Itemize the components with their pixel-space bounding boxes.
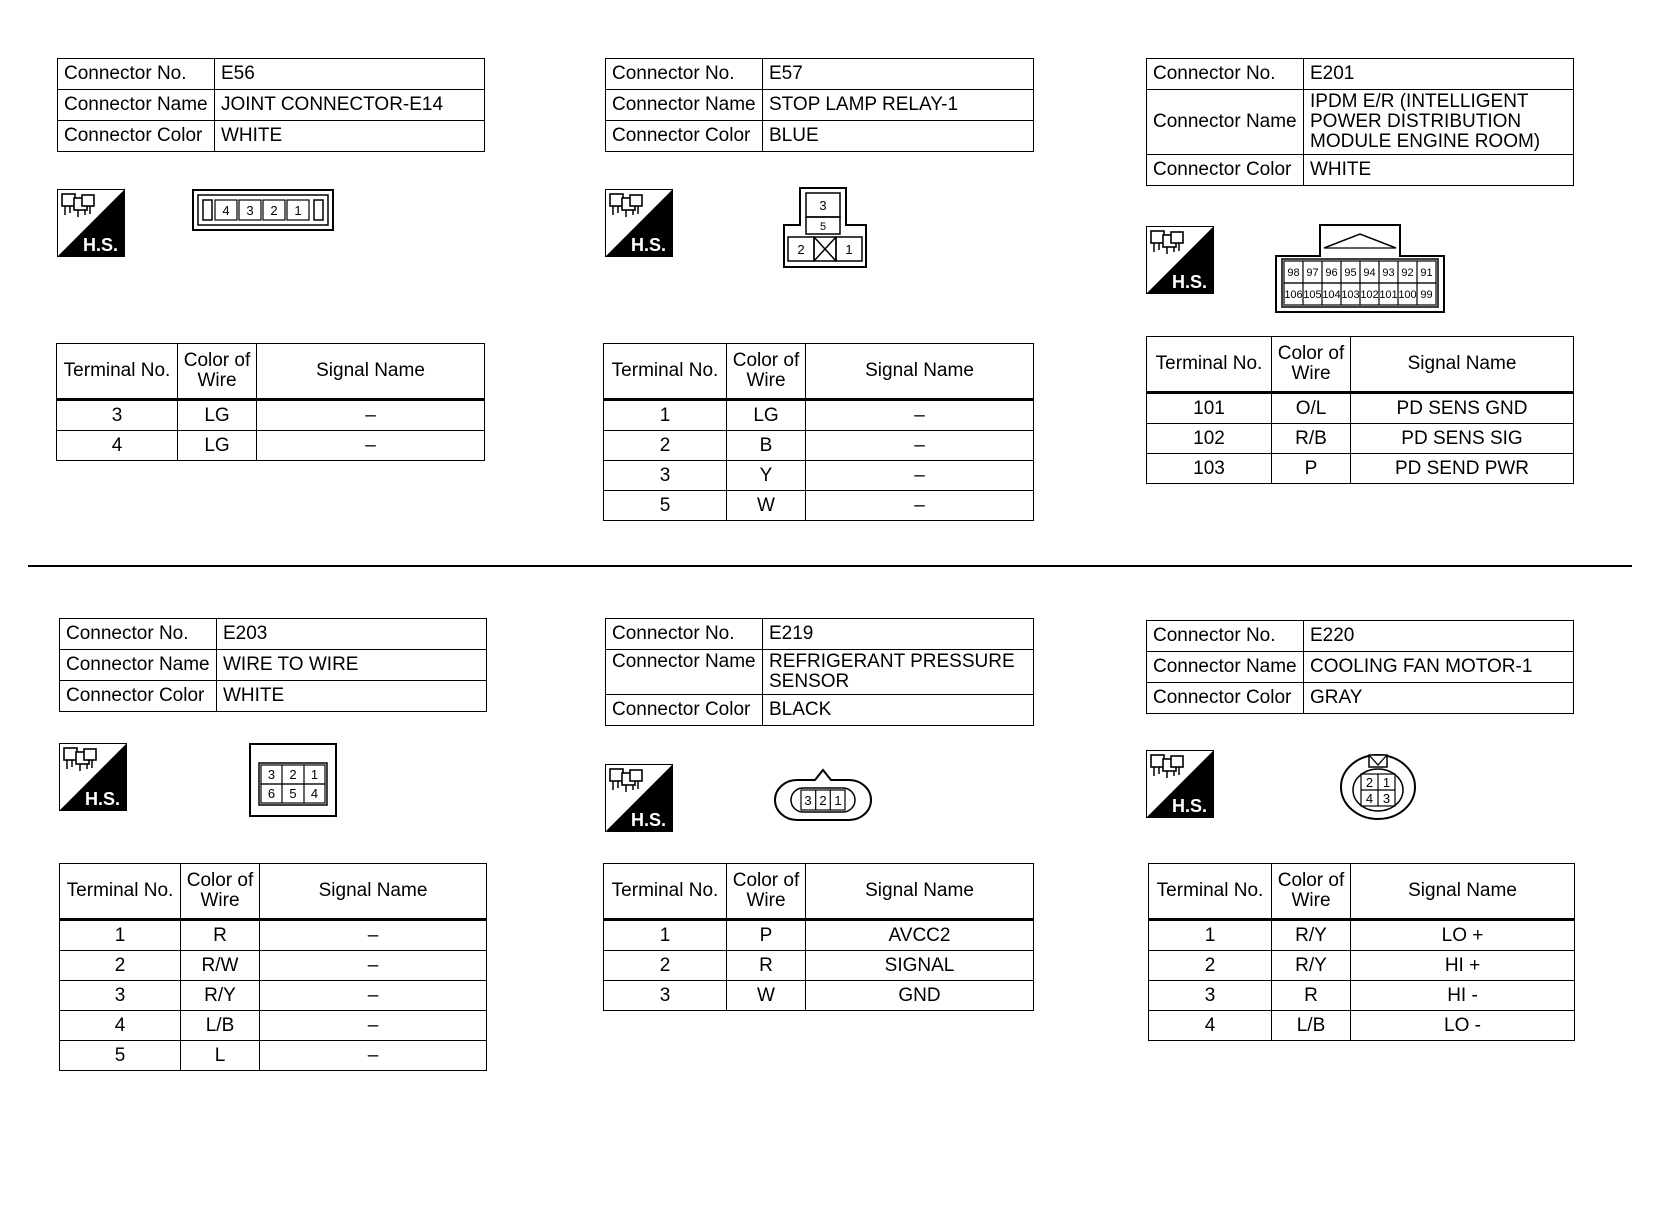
wire-color-cell: W	[727, 981, 806, 1011]
color-of-wire-header: Color of Wire	[727, 344, 806, 400]
signal-name-cell: PD SENS SIG	[1351, 424, 1574, 454]
terminal-no-cell: 3	[57, 400, 178, 431]
connector-face-e203	[249, 743, 337, 817]
pin-label: 91	[1420, 267, 1433, 279]
hs-label: H.S.	[631, 235, 667, 255]
terminal-table-e219	[603, 863, 1034, 1011]
wire-color-cell: P	[1272, 454, 1351, 484]
signal-name-header: Signal Name	[1351, 864, 1575, 920]
connector-info-e203	[59, 618, 487, 712]
signal-name-cell: –	[257, 431, 485, 461]
pin-label: 5	[819, 221, 827, 233]
wire-color-cell: Y	[727, 461, 806, 491]
connector-no-value: E56	[215, 59, 485, 90]
signal-name-header: Signal Name	[1351, 337, 1574, 393]
terminal-no-cell: 1	[1149, 920, 1272, 951]
connector-no-label: Connector No.	[58, 59, 215, 90]
terminal-no-header: Terminal No.	[1147, 337, 1272, 393]
terminal-no-cell: 3	[604, 981, 727, 1011]
signal-name-cell: –	[806, 461, 1034, 491]
connector-color-value: WHITE	[215, 121, 485, 152]
pin-label: 2	[289, 767, 297, 782]
pin-label: 106	[1284, 289, 1303, 301]
signal-name-cell: HI -	[1351, 981, 1575, 1011]
wire-color-cell: R	[181, 920, 260, 951]
wire-color-cell: W	[727, 491, 806, 521]
signal-name-cell: –	[260, 951, 487, 981]
connector-color-value: WHITE	[1304, 155, 1574, 186]
terminal-no-cell: 2	[60, 951, 181, 981]
table-row	[604, 400, 1034, 431]
pin-label: 3	[1382, 791, 1391, 806]
connector-info-e220	[1146, 620, 1574, 714]
connector-name-value: REFRIGERANT PRESSURE SENSOR	[763, 650, 1034, 695]
pin-label: 2	[797, 242, 805, 257]
color-of-wire-header: Color of Wire	[178, 344, 257, 400]
connector-color-label: Connector Color	[1147, 683, 1304, 714]
pin-label: 1	[310, 767, 319, 782]
connector-info-e201	[1146, 58, 1574, 186]
table-row	[1149, 1011, 1575, 1041]
pin-label: 1	[845, 242, 853, 257]
connector-name-label: Connector Name	[58, 90, 215, 121]
signal-name-cell: –	[260, 981, 487, 1011]
wire-color-cell: R/W	[181, 951, 260, 981]
pin-label: 99	[1420, 289, 1433, 301]
connector-no-value: E219	[763, 619, 1034, 650]
terminal-no-header: Terminal No.	[604, 864, 727, 920]
harness-side-icon	[605, 764, 673, 832]
connector-no-label: Connector No.	[606, 619, 763, 650]
pin-label: 4	[222, 203, 230, 218]
hs-label: H.S.	[85, 789, 121, 809]
wire-color-cell: R	[1272, 981, 1351, 1011]
connector-no-value: E57	[763, 59, 1034, 90]
harness-side-icon	[57, 189, 125, 257]
wire-color-cell: L	[181, 1041, 260, 1071]
table-row	[604, 431, 1034, 461]
pin-label: 3	[246, 203, 254, 218]
terminal-no-cell: 101	[1147, 393, 1272, 424]
pin-label: 4	[1365, 791, 1374, 806]
signal-name-cell: GND	[806, 981, 1034, 1011]
terminal-table-e203	[59, 863, 487, 1071]
terminal-no-cell: 4	[57, 431, 178, 461]
signal-name-cell: AVCC2	[806, 920, 1034, 951]
signal-name-cell: –	[260, 920, 487, 951]
table-row	[60, 1011, 487, 1041]
pin-label: 101	[1379, 289, 1398, 301]
harness-side-icon	[1146, 750, 1214, 818]
wire-color-cell: R/Y	[1272, 951, 1351, 981]
harness-side-icon	[1146, 226, 1214, 294]
pin-label: 2	[1365, 775, 1374, 790]
terminal-no-header: Terminal No.	[604, 344, 727, 400]
table-row	[1149, 981, 1575, 1011]
signal-name-cell: PD SENS GND	[1351, 393, 1574, 424]
terminal-no-cell: 3	[1149, 981, 1272, 1011]
connector-face-e219	[773, 766, 873, 822]
pin-label: 100	[1398, 289, 1417, 301]
connector-color-value: BLACK	[763, 695, 1034, 726]
terminal-no-header: Terminal No.	[1149, 864, 1272, 920]
terminal-table-e201	[1146, 336, 1574, 484]
connector-info-e219	[605, 618, 1034, 726]
connector-no-value: E203	[217, 619, 487, 650]
connector-name-value: JOINT CONNECTOR-E14	[215, 90, 485, 121]
signal-name-cell: –	[260, 1041, 487, 1071]
terminal-no-cell: 2	[604, 951, 727, 981]
pin-label: 2	[270, 203, 278, 218]
hs-label: H.S.	[1172, 272, 1208, 292]
section-divider	[28, 565, 1632, 567]
connector-color-label: Connector Color	[606, 121, 763, 152]
wire-color-cell: R	[727, 951, 806, 981]
color-of-wire-header: Color of Wire	[1272, 337, 1351, 393]
table-row	[604, 981, 1034, 1011]
table-row	[604, 951, 1034, 981]
signal-name-cell: –	[806, 400, 1034, 431]
wire-color-cell: L/B	[181, 1011, 260, 1041]
connector-color-label: Connector Color	[60, 681, 217, 712]
signal-name-cell: PD SEND PWR	[1351, 454, 1574, 484]
pin-label: 3	[819, 198, 827, 213]
pin-label: 1	[294, 203, 302, 218]
table-row	[1147, 424, 1574, 454]
table-row	[1149, 951, 1575, 981]
wire-color-cell: B	[727, 431, 806, 461]
connector-name-value: IPDM E/R (INTELLIGENT POWER DISTRIBUTION MODULE ENGINE ROOM)	[1304, 90, 1574, 155]
connector-name-value: STOP LAMP RELAY-1	[763, 90, 1034, 121]
terminal-no-cell: 1	[60, 920, 181, 951]
wire-color-cell: LG	[178, 431, 257, 461]
pin-label: 3	[804, 793, 812, 808]
hs-label: H.S.	[631, 810, 667, 830]
table-row	[60, 920, 487, 951]
terminal-no-cell: 1	[604, 920, 727, 951]
table-row	[57, 400, 485, 431]
connector-color-value: GRAY	[1304, 683, 1574, 714]
signal-name-header: Signal Name	[806, 344, 1034, 400]
signal-name-header: Signal Name	[257, 344, 485, 400]
connector-color-label: Connector Color	[606, 695, 763, 726]
terminal-no-cell: 3	[604, 461, 727, 491]
terminal-table-e56	[56, 343, 485, 461]
connector-color-value: WHITE	[217, 681, 487, 712]
connector-no-label: Connector No.	[1147, 59, 1304, 90]
connector-color-label: Connector Color	[58, 121, 215, 152]
hs-label: H.S.	[83, 235, 119, 255]
table-row	[57, 431, 485, 461]
connector-no-label: Connector No.	[606, 59, 763, 90]
signal-name-cell: –	[806, 431, 1034, 461]
wire-color-cell: R/Y	[1272, 920, 1351, 951]
connector-no-label: Connector No.	[1147, 621, 1304, 652]
color-of-wire-header: Color of Wire	[181, 864, 260, 920]
wire-color-cell: O/L	[1272, 393, 1351, 424]
signal-name-cell: –	[806, 491, 1034, 521]
table-row	[604, 461, 1034, 491]
connector-no-value: E220	[1304, 621, 1574, 652]
pin-label: 97	[1306, 267, 1319, 279]
signal-name-cell: SIGNAL	[806, 951, 1034, 981]
wire-color-cell: L/B	[1272, 1011, 1351, 1041]
table-row	[1147, 393, 1574, 424]
connector-no-value: E201	[1304, 59, 1574, 90]
pin-label: 105	[1303, 289, 1322, 301]
connector-name-value: WIRE TO WIRE	[217, 650, 487, 681]
signal-name-cell: LO -	[1351, 1011, 1575, 1041]
wire-color-cell: R/Y	[181, 981, 260, 1011]
pin-label: 96	[1325, 267, 1338, 279]
terminal-no-cell: 102	[1147, 424, 1272, 454]
table-row	[1149, 920, 1575, 951]
harness-side-icon	[605, 189, 673, 257]
signal-name-cell: HI +	[1351, 951, 1575, 981]
wire-color-cell: R/B	[1272, 424, 1351, 454]
pin-label: 102	[1360, 289, 1379, 301]
pin-label: 6	[267, 786, 276, 801]
connector-info-e56	[57, 58, 485, 152]
table-row	[604, 491, 1034, 521]
pin-label: 3	[267, 767, 276, 782]
table-row	[1147, 454, 1574, 484]
pin-label: 95	[1344, 267, 1357, 279]
connector-name-label: Connector Name	[1147, 652, 1304, 683]
signal-name-cell: –	[260, 1011, 487, 1041]
terminal-no-cell: 5	[60, 1041, 181, 1071]
pin-label: 4	[310, 786, 319, 801]
terminal-table-e220	[1148, 863, 1575, 1041]
connector-name-value: COOLING FAN MOTOR-1	[1304, 652, 1574, 683]
connector-face-e220	[1337, 750, 1419, 822]
terminal-no-cell: 4	[1149, 1011, 1272, 1041]
terminal-no-cell: 1	[604, 400, 727, 431]
connector-color-label: Connector Color	[1147, 155, 1304, 186]
wire-color-cell: LG	[178, 400, 257, 431]
connector-name-label: Connector Name	[1147, 90, 1304, 155]
signal-name-header: Signal Name	[806, 864, 1034, 920]
signal-name-header: Signal Name	[260, 864, 487, 920]
connector-face-e57	[780, 187, 870, 271]
connector-info-e57	[605, 58, 1034, 152]
terminal-no-cell: 3	[60, 981, 181, 1011]
wire-color-cell: LG	[727, 400, 806, 431]
terminal-no-header: Terminal No.	[57, 344, 178, 400]
table-row	[60, 981, 487, 1011]
terminal-no-header: Terminal No.	[60, 864, 181, 920]
signal-name-cell: –	[257, 400, 485, 431]
connector-name-label: Connector Name	[606, 90, 763, 121]
terminal-no-cell: 2	[1149, 951, 1272, 981]
pin-label: 103	[1341, 289, 1360, 301]
wire-color-cell: P	[727, 920, 806, 951]
hs-label: H.S.	[1172, 796, 1208, 816]
pin-label: 2	[819, 793, 827, 808]
table-row	[604, 920, 1034, 951]
pin-label: 93	[1382, 267, 1395, 279]
pin-label: 92	[1401, 267, 1414, 279]
pin-label: 5	[289, 786, 297, 801]
harness-side-icon	[59, 743, 127, 811]
color-of-wire-header: Color of Wire	[727, 864, 806, 920]
terminal-table-e57	[603, 343, 1034, 521]
signal-name-cell: LO +	[1351, 920, 1575, 951]
terminal-no-cell: 103	[1147, 454, 1272, 484]
connector-no-label: Connector No.	[60, 619, 217, 650]
color-of-wire-header: Color of Wire	[1272, 864, 1351, 920]
pin-label: 1	[834, 793, 842, 808]
table-row	[60, 951, 487, 981]
connector-face-e201	[1274, 224, 1446, 314]
pin-label: 94	[1363, 267, 1376, 279]
pin-label: 98	[1287, 267, 1300, 279]
terminal-no-cell: 5	[604, 491, 727, 521]
table-row	[60, 1041, 487, 1071]
terminal-no-cell: 4	[60, 1011, 181, 1041]
terminal-no-cell: 2	[604, 431, 727, 461]
connector-name-label: Connector Name	[606, 650, 763, 695]
connector-color-value: BLUE	[763, 121, 1034, 152]
pin-label: 1	[1382, 775, 1391, 790]
connector-name-label: Connector Name	[60, 650, 217, 681]
pin-label: 104	[1322, 289, 1341, 301]
connector-face-e56	[192, 189, 334, 231]
